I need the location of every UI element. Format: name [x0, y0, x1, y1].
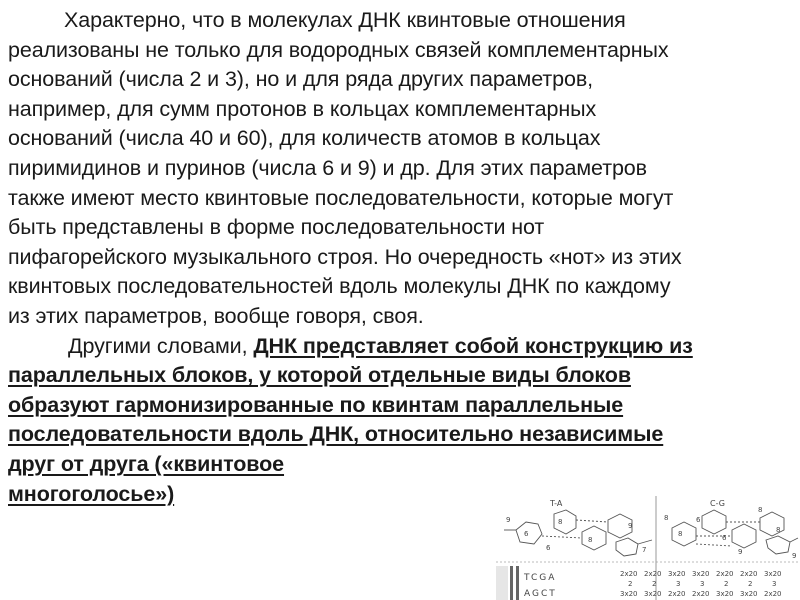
code-cell: 2x20 — [620, 570, 638, 578]
ring-number: 6 — [696, 516, 701, 524]
ring-number: 6 — [524, 530, 529, 538]
code-cell: 3x20 — [668, 570, 686, 578]
code-cell: 2 — [628, 580, 633, 588]
dna-diagram-svg — [496, 492, 800, 600]
emphasis-line — [8, 391, 792, 421]
ring-number: 8 — [588, 536, 593, 544]
ring-number: 8 — [776, 526, 781, 534]
code-cell: 2 — [724, 580, 729, 588]
code-text: TCGA — [524, 573, 557, 583]
dna-base-pair-figure — [496, 492, 800, 600]
code-bar — [516, 566, 519, 600]
code-cell: 2 — [652, 580, 657, 588]
label-cg: C-G — [710, 499, 725, 508]
code-bar — [510, 566, 513, 600]
emphasis-line — [8, 361, 792, 391]
code-cell: 3 — [676, 580, 681, 588]
label-ta: T-A — [550, 499, 563, 508]
hbond-line — [576, 520, 608, 522]
ring-shape — [732, 524, 756, 548]
code-cell: 2x20 — [692, 590, 710, 598]
code-cell: 3x20 — [644, 590, 662, 598]
emphasis-line — [8, 420, 792, 450]
ring-number: 8 — [558, 518, 563, 526]
intro-text: Другими словами, — [68, 333, 254, 358]
ring-number: 9 — [506, 516, 511, 524]
ring-number: 8 — [758, 506, 763, 514]
ring-number: 6 — [546, 544, 551, 552]
ring-shape — [766, 536, 790, 554]
code-cell: 3x20 — [620, 590, 638, 598]
bond-line — [638, 540, 652, 544]
text-line: например, для сумм протонов в кольцах комплементарных — [8, 96, 597, 121]
code-bar — [496, 566, 508, 600]
code-cell: 3x20 — [716, 590, 734, 598]
bond-line — [790, 538, 798, 542]
ring-number: 8 — [678, 530, 683, 538]
ring-number: 6 — [722, 534, 727, 542]
text-line-emphasis — [8, 332, 792, 362]
hbond-line — [696, 544, 732, 546]
text-line: пиримидинов и пуринов (числа 6 и 9) и др. Для этих параметров — [8, 155, 647, 180]
text-line: также имеют место квинтовые последовательности, которые могут — [8, 185, 674, 210]
emphasis-line — [8, 450, 792, 480]
emphasis-text: ДНК представляет собой конструкцию из — [253, 333, 693, 358]
code-cell: 3x20 — [692, 570, 710, 578]
ring-shape — [516, 522, 542, 544]
code-cell: 2x20 — [668, 590, 686, 598]
ring-shape — [672, 522, 696, 546]
code-cell: 2 — [748, 580, 753, 588]
code-cell: 2x20 — [716, 570, 734, 578]
code-cell: 3x20 — [764, 570, 782, 578]
ring-number: 9 — [628, 522, 633, 530]
ring-number: 9 — [792, 552, 797, 560]
emphasis-text: параллельных блоков, у которой отдельные виды блоков — [8, 363, 631, 388]
text-line: Характерно, что в молекулах ДНК квинтовые отношения — [64, 8, 626, 32]
ring-number: 9 — [738, 548, 743, 556]
text-line: пифагорейского музыкального строя. Но очередность «нот» из этих — [8, 244, 682, 269]
emphasis-text: последовательности вдоль ДНК, относительно независимые — [8, 422, 664, 447]
right-code-grid — [620, 570, 782, 598]
code-cell: 3 — [700, 580, 705, 588]
text-line: из этих параметров, вообще говоря, своя. — [8, 303, 424, 328]
ring-number: 7 — [642, 546, 647, 554]
main-text — [8, 6, 792, 509]
emphasis-text: образуют гармонизированные по квинтам параллельные — [8, 392, 624, 417]
code-cell: 2x20 — [740, 570, 758, 578]
text-line: быть представлены в форме последовательности нот — [8, 215, 545, 240]
hbond-line — [542, 536, 582, 538]
emphasis-text: многоголосье») — [8, 481, 175, 506]
code-cell: 2x20 — [764, 590, 782, 598]
ring-shape — [616, 538, 638, 556]
text-line: оснований (числа 2 и 3), но и для ряда других параметров, — [8, 67, 594, 92]
bottom-code-strip — [496, 566, 557, 600]
code-cell: 3 — [772, 580, 777, 588]
text-line: квинтовых последовательностей вдоль молекулы ДНК по каждому — [8, 274, 671, 299]
ring-shape — [702, 510, 726, 534]
code-cell: 2x20 — [644, 570, 662, 578]
code-text: AGCT — [524, 589, 557, 599]
ring-number: 8 — [664, 514, 669, 522]
ring-shape — [582, 526, 606, 550]
text-line: реализованы не только для водородных связей комплементарных — [8, 37, 669, 62]
code-cell: 3x20 — [740, 590, 758, 598]
emphasis-text: друг от друга («квинтовое — [8, 451, 285, 476]
text-line: оснований (числа 40 и 60), для количеств атомов в кольцах — [8, 126, 601, 151]
